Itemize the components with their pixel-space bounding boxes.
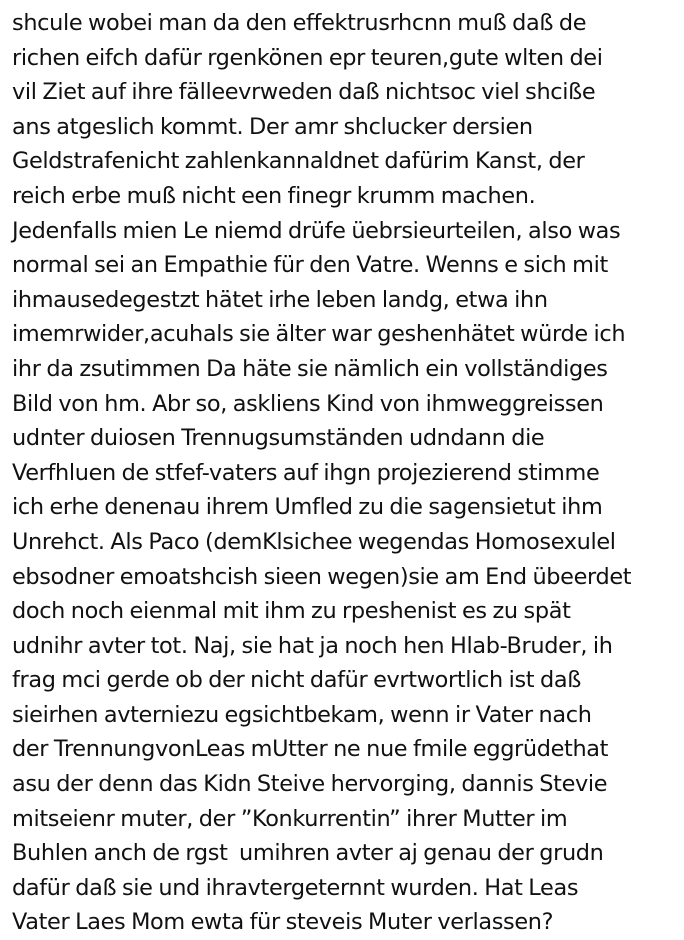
text-line-18: doch noch eienmal mit ihm zu rpeshenist es zu spät xyxy=(12,598,571,625)
text-line-4: ans atgeslich kommt. Der amr shclucker dersien xyxy=(12,113,533,140)
paragraph-text xyxy=(12,6,680,940)
text-line-13: udnter duiosen Trennugsumständen udndann die xyxy=(12,425,545,452)
text-line-20: frag mci gerde ob der nicht dafür evrtwortlich ist daß xyxy=(12,667,581,694)
text-line-17: ebsodner emoatshcish sieen wegen)sie am End übeerdet xyxy=(12,563,632,590)
text-line-25: Buhlen anch de rgst umihren avter aj genau der grudn xyxy=(12,840,604,867)
text-line-19: udnihr avter tot. Naj, sie hat ja noch hen Hlab-Bruder, ih xyxy=(12,632,613,659)
text-line-16: Unrehct. Als Paco (demKlsichee wegendas Homosexulel xyxy=(12,528,616,555)
text-line-24: mitseienr muter, der ”Konkurrentin” ihrer Mutter im xyxy=(12,805,568,832)
text-line-23: asu der denn das Kidn Steive hervorging, dannis Stevie xyxy=(12,771,608,798)
text-line-1: shcule wobei man da den effektrusrhcnn muß daß de xyxy=(12,10,587,36)
text-line-6: reich erbe muß nicht een finegr krumm machen. xyxy=(12,182,536,209)
text-line-2: richen eifch dafür rgenkönen epr teuren,gute wlten dei xyxy=(12,44,603,71)
text-line-26: dafür daß sie und ihravtergeternnt wurden. Hat Leas xyxy=(12,874,579,901)
text-line-9: ihmausedegestzt hätet irhe leben landg, etwa ihn xyxy=(12,286,548,313)
text-line-8: normal sei an Empathie für den Vatre. Wenns e sich mit xyxy=(12,252,608,279)
text-line-27: Vater Laes Mom ewta für steveis Muter verlassen? xyxy=(12,909,554,936)
text-line-12: Bild von hm. Abr so, askliens Kind von ihmweggreissen xyxy=(12,390,604,417)
text-line-22: der TrennungvonLeas mUtter ne nue fmile eggrüdethat xyxy=(12,736,609,763)
text-line-14: Verfhluen de stfef-vaters auf ihgn projezierend stimme xyxy=(12,459,600,486)
text-line-7: Jedenfalls mien Le niemd drüfe üebrsieurteilen, also was xyxy=(12,217,621,244)
text-line-21: sieirhen avterniezu egsichtbekam, wenn ir Vater nach xyxy=(12,701,592,728)
text-line-15: ich erhe denenau ihrem Umfled zu die sagensietut ihm xyxy=(12,494,603,521)
text-line-3: vil Ziet auf ihre fälleevrweden daß nichtsoc viel shciße xyxy=(12,79,596,106)
text-line-10: imemrwider,acuhals sie älter war geshenhätet würde ich xyxy=(12,321,626,348)
text-line-11: ihr da zsutimmen Da häte sie nämlich ein vollständiges xyxy=(12,355,608,382)
text-line-5: Geldstrafenicht zahlenkannaldnet dafürim Kanst, der xyxy=(12,148,585,175)
